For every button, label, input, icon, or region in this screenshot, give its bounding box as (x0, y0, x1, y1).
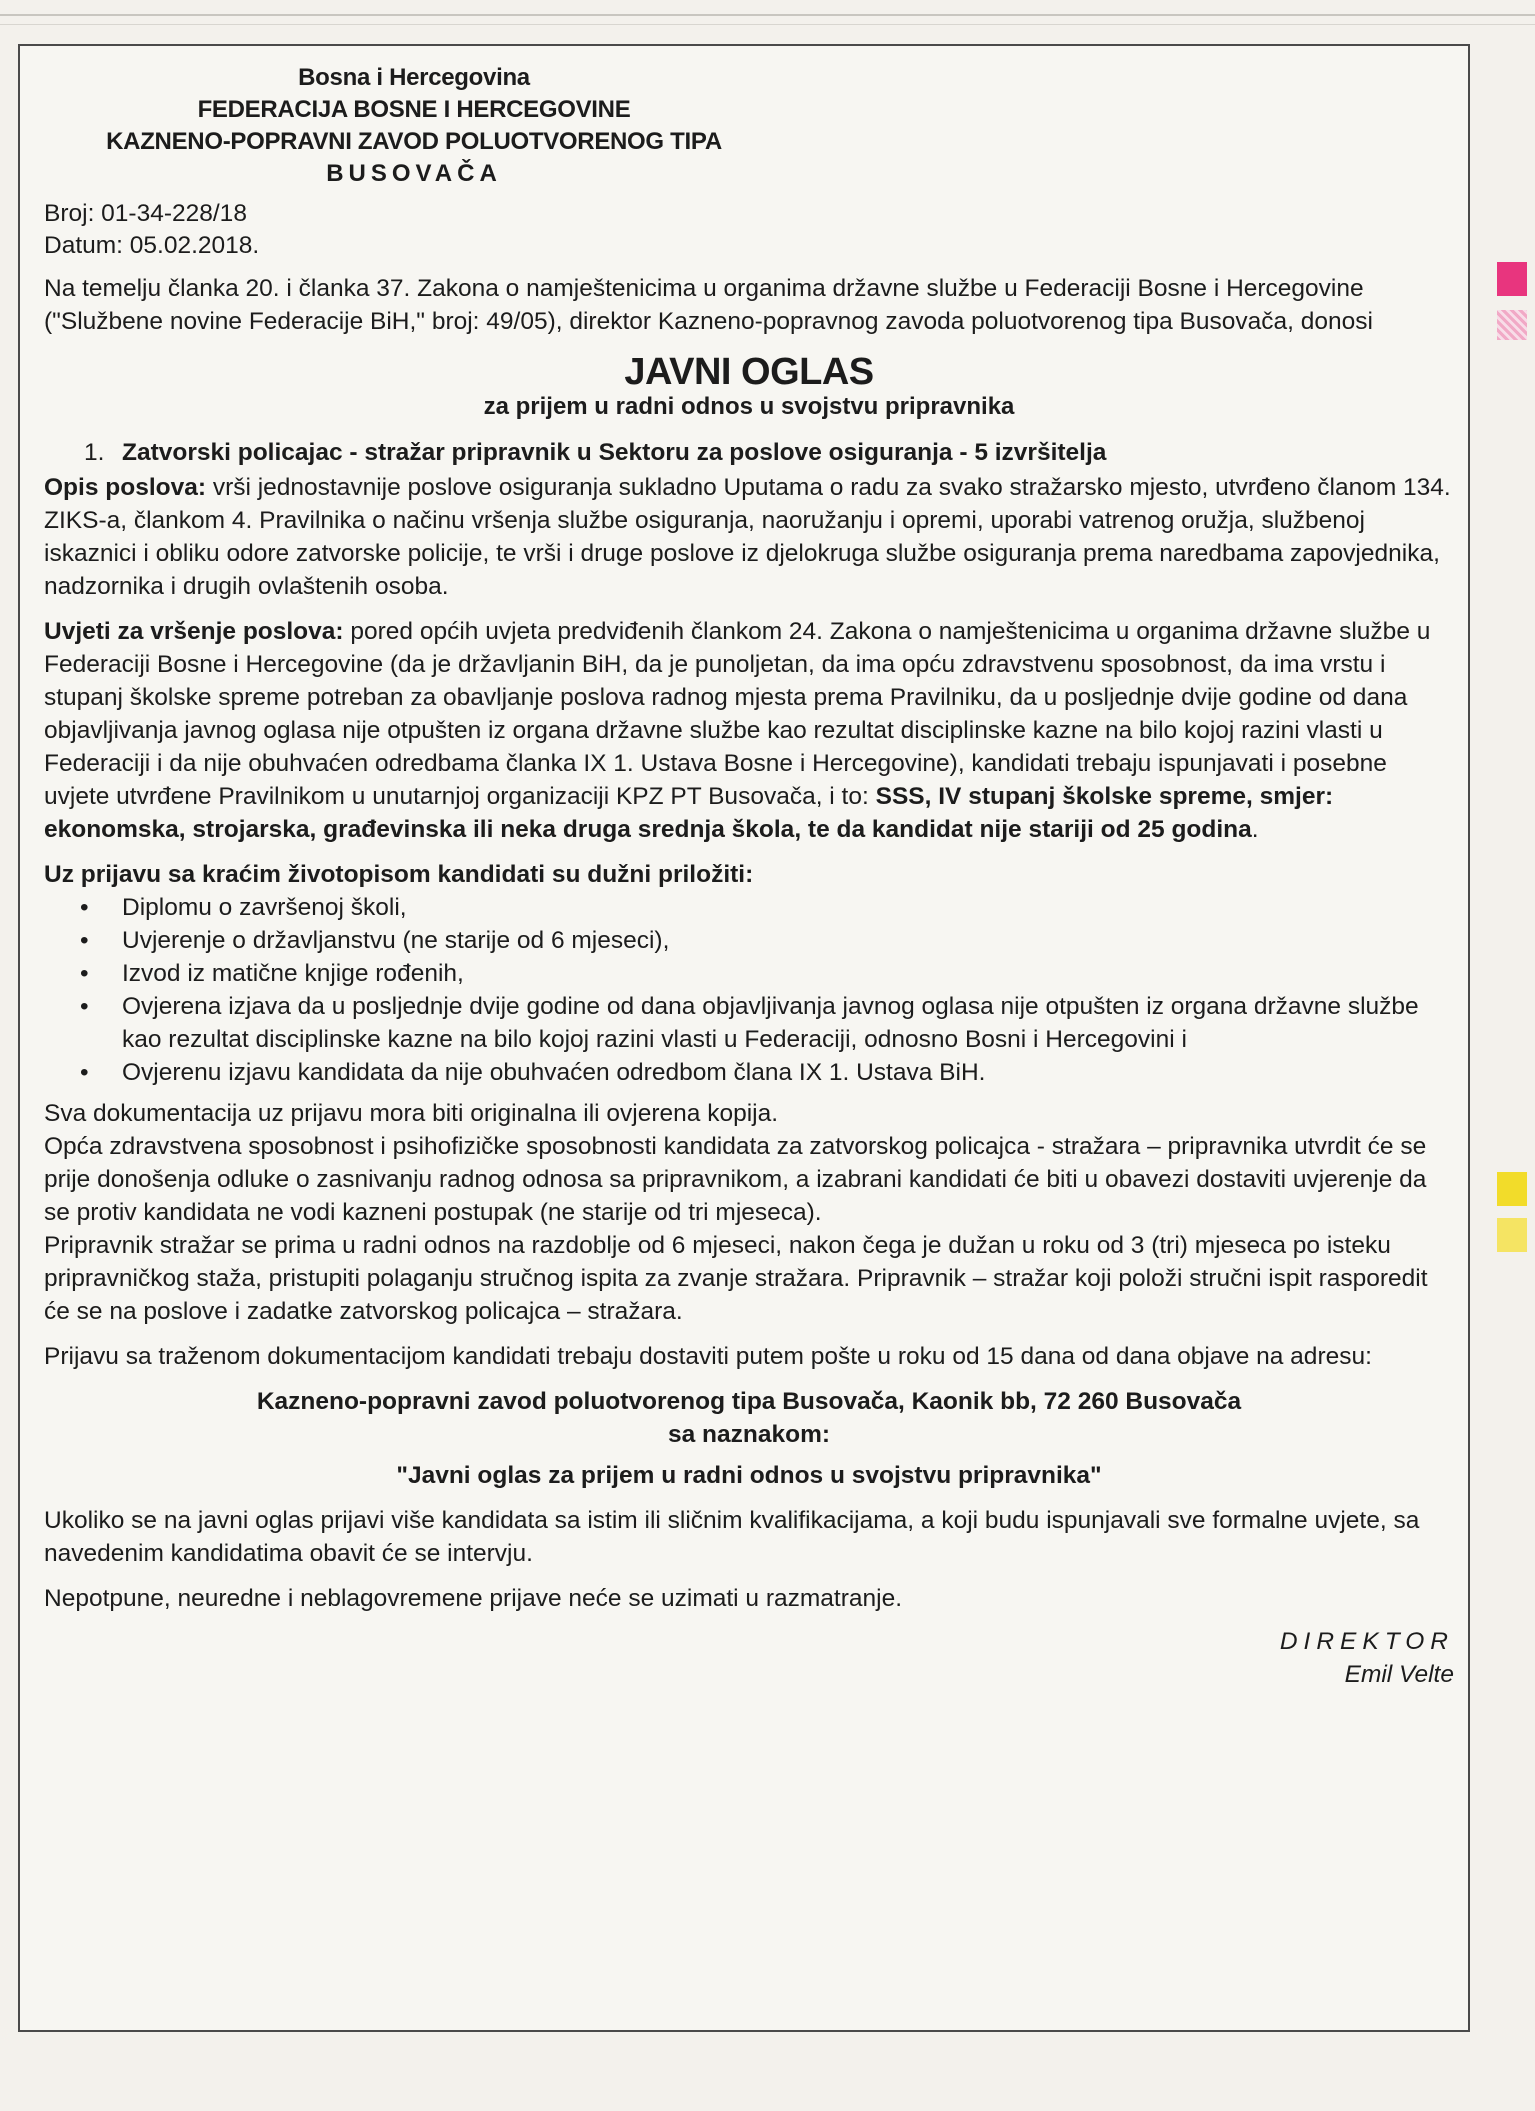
signature-name: Emil Velte (1344, 1661, 1454, 1688)
list-item: • Ovjerena izjava da u posljednje dvije godine od dana objavljivanja javnog oglasa nije otpušten iz organa državne službe kao rezultat disciplinske kazne na bilo kojoj razini vlasti u Federaciji, odnosno Bosni i Hercegovini i (80, 990, 1454, 1056)
health-paragraph: Opća zdravstvena sposobnost i psihofizičke sposobnosti kandidata za zatvorskog policajca - stražara – pripravnika utvrdit će se prije donošenja odluke o zasnivanju radnog odnosa sa pripravnikom, a izabrani kandidati će biti u obavezi dostaviti uvjerenje da se protiv kandidata ne vodi kazneni postupak (ne starije od tri mjeseca). (44, 1133, 1427, 1226)
prijava-heading (44, 858, 1454, 891)
position-number: 1. (84, 439, 105, 466)
list-item: • Ovjerenu izjavu kandidata da nije obuhvaćen odredbom člana IX 1. Ustava BiH. (80, 1056, 1454, 1089)
opis-text: vrši jednostavnije poslove osiguranja sukladno Uputama o radu za svako stražarsko mjesto, utvrđeno članom 134. ZIKS-a, člankom 4. Pravilnika o načinu vršenja službe osiguranja, naoružanju i opremi, uporabi vatrenog oružja, službenoj iskaznici i obliku odore zatvorske policije, te vrši i druge poslove iz djelokruga službe osiguranja prema naredbama zapovjednika, nadzornika i drugih ovlaštenih osoba. (44, 474, 1451, 600)
uvjeti-bold-requirements: SSS, IV stupanj školske spreme, smjer: ekonomska, strojarska, građevinska ili neka druga srednja škola, te da kandidat nije stariji od 25 godina (44, 783, 1334, 843)
uvjeti-text: pored općih uvjeta predviđenih člankom 24. Zakona o namještenicima u organima državne službe u Federaciji Bosne i Hercegovine (da je državljanin BiH, da je punoljetan, da ima opću zdravstvenu sposobnost, da ima vrstu i stupanj školske spreme potreban za obavljanje poslova radnog mjesta prema Pravilniku, da u posljednje dvije godine od dana objavljivanja javnog oglasa nije otpušten iz organa državne službe kao rezultat disciplinske kazne na bilo kojoj razini vlasti u Federaciji i da nije obuhvaćen odredbama članka IX 1. Ustava Bosne i Hercegovine), kandidati trebaju ispunjavati i posebne uvjete utvrđene Pravilnikom u unutarnjoj organizaciji KPZ PT Busovača, i to: (44, 618, 1431, 810)
required-documents-list (44, 891, 1454, 1089)
submission-label: sa naznakom: (667, 1421, 831, 1448)
submission-subject: "Javni oglas za prijem u radni odnos u svojstvu pripravnika" (396, 1462, 1102, 1489)
yellow-color-mark (1497, 1172, 1527, 1206)
position-title: Zatvorski policajac - stražar pripravnik u Sektoru za poslove osiguranja - 5 izvršitelja (122, 439, 1107, 466)
document-meta (44, 198, 1454, 262)
uvjeti-end: . (1251, 816, 1259, 843)
submission-paragraph: Prijavu sa traženom dokumentacijom kandidati trebaju dostaviti putem pošte u roku od 15 dana od dana objave na adresu: (44, 1343, 1372, 1370)
letterhead-federation: FEDERACIJA BOSNE I HERCEGOVINE (197, 96, 631, 123)
notice-content (44, 62, 1454, 1691)
letterhead-institution: KAZNENO-POPRAVNI ZAVOD POLUOTVORENOG TIPA (106, 128, 722, 155)
signature-block (44, 1625, 1454, 1691)
list-item: • Uvjerenje o državljanstvu (ne starije od 6 mjeseci), (80, 924, 1454, 957)
trainee-paragraph: Pripravnik stražar se prima u radni odnos na razdoblje od 6 mjeseci, nakon čega je dužan u roku od 3 (tri) mjeseca po isteku pripravničkog staža, pristupiti polaganju stručnog ispita za zvanje stražara. Pripravnik – stražar koji položi stručni ispit rasporedit će se na poslove i zadatke zatvorskog policajca – stražara. (44, 1232, 1428, 1325)
opis-label: Opis poslova: (44, 474, 207, 501)
list-item: • Izvod iz matične knjige rođenih, (80, 957, 1454, 990)
incomplete-paragraph: Nepotpune, neuredne i neblagovremene prijave neće se uzimati u razmatranje. (44, 1585, 903, 1612)
intro-paragraph: Na temelju članka 20. i članka 37. Zakona o namještenicima u organima državne službe u Federaciji Bosne i Hercegovine ("Službene novine Federacije BiH," broj: 49/05), direktor Kazneno-popravnog zavoda poluotvorenog tipa Busovača, donosi (44, 275, 1373, 335)
list-item: • Diplomu o završenoj školi, (80, 891, 1454, 924)
notice-subtitle: za prijem u radni odnos u svojstvu pripravnika (483, 393, 1015, 420)
prijava-heading-text: Uz prijavu sa kraćim životopisom kandidati su dužni priložiti: (44, 861, 754, 888)
pink-color-mark (1497, 262, 1527, 296)
document-number: Broj: 01-34-228/18 (44, 200, 247, 227)
documentation-paragraph: Sva dokumentacija uz prijavu mora biti originalna ili ovjerena kopija. (44, 1100, 779, 1127)
yellow-tint-mark (1497, 1218, 1527, 1252)
submission-address: Kazneno-popravni zavod poluotvorenog tipa Busovača, Kaonik bb, 72 260 Busovača (256, 1388, 1242, 1415)
letterhead-city: BUSOVAČA (326, 160, 502, 187)
uvjeti-label: Uvjeti za vršenje poslova: (44, 618, 344, 645)
notice-title: JAVNI OGLAS (624, 351, 874, 393)
pink-halftone-mark (1497, 310, 1527, 340)
page-top-rule (0, 14, 1535, 16)
letterhead-country: Bosna i Hercegovina (298, 64, 530, 91)
position-item (44, 436, 1454, 469)
signature-role: DIREKTOR (1279, 1628, 1454, 1655)
page-top-rule-thin (0, 24, 1535, 25)
document-date: Datum: 05.02.2018. (44, 232, 260, 259)
interview-paragraph: Ukoliko se na javni oglas prijavi više kandidata sa istim ili sličnim kvalifikacijama, a koji budu ispunjavali sve formalne uvjete, sa navedenim kandidatima obavit će se intervju. (44, 1507, 1420, 1567)
opis-paragraph (44, 471, 1454, 603)
uvjeti-paragraph (44, 615, 1454, 846)
